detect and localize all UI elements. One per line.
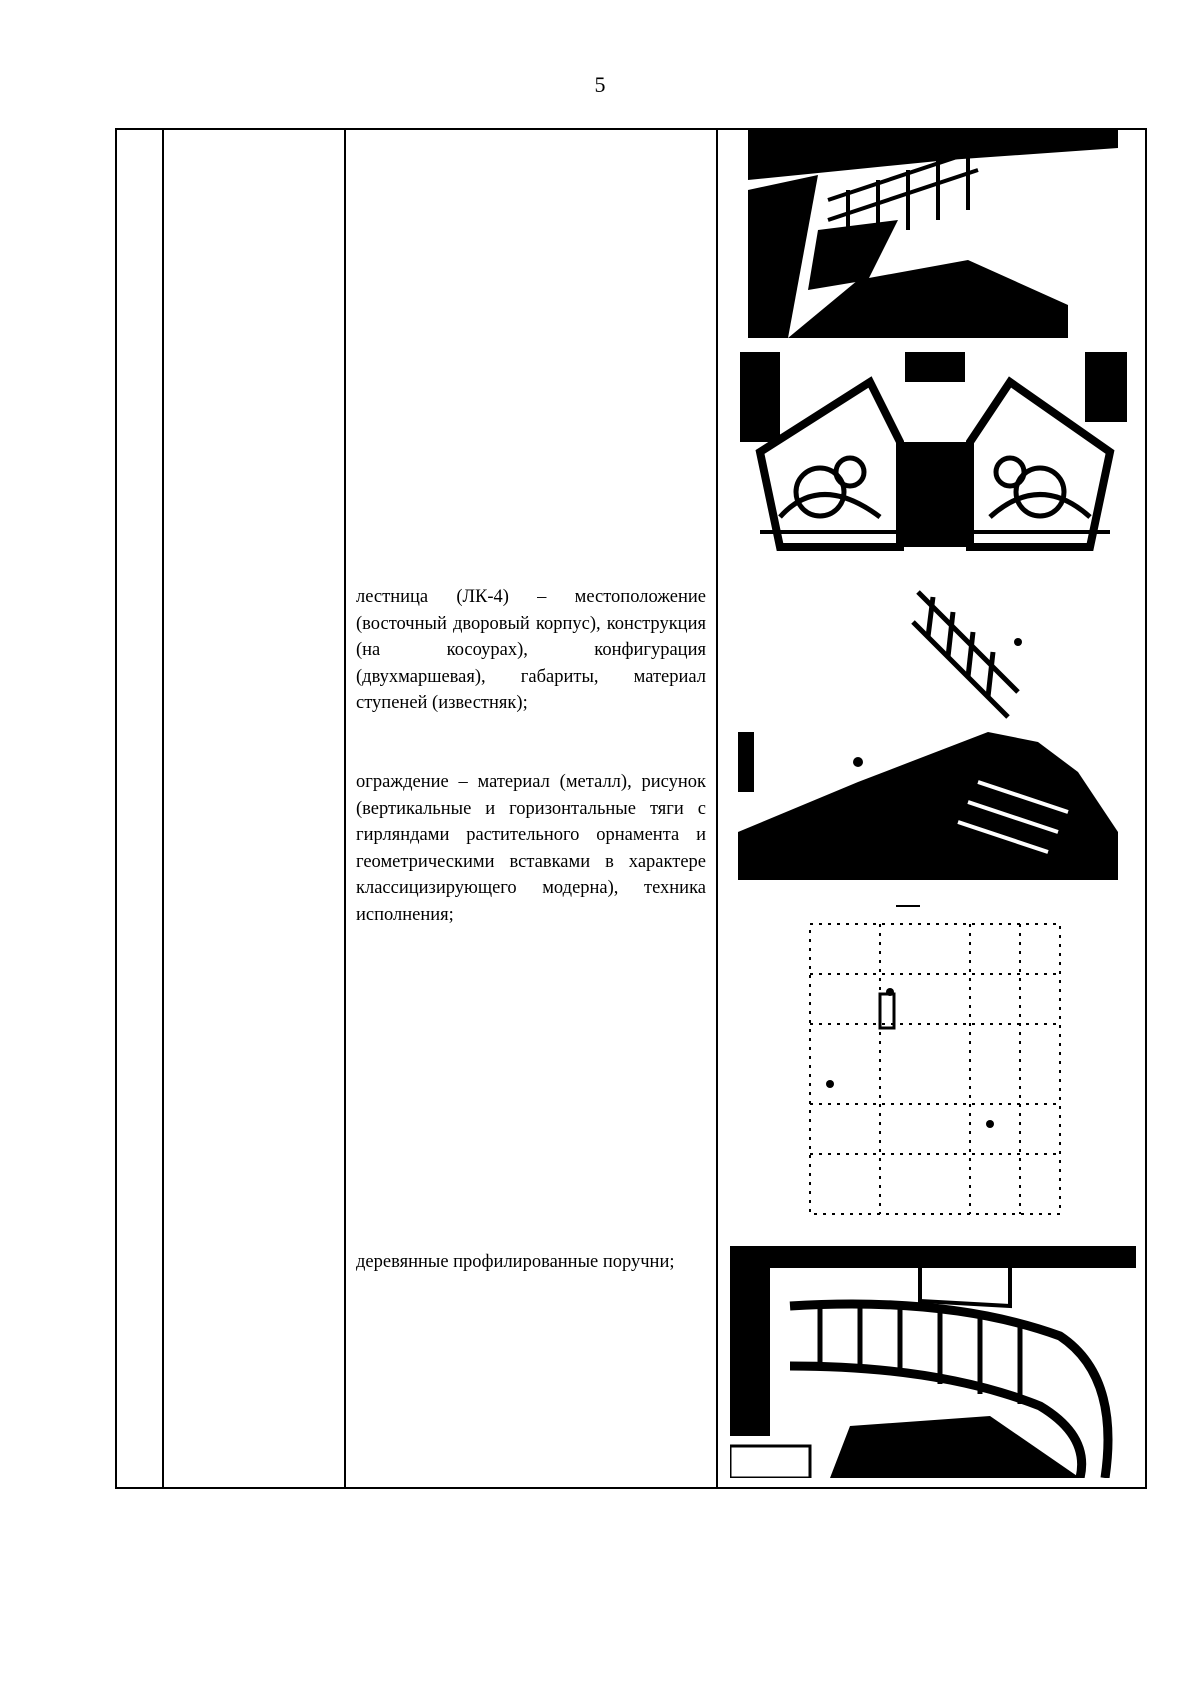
floor-plan-drawing <box>800 904 1070 1220</box>
railing-photo-2 <box>740 352 1127 560</box>
page-number: 5 <box>594 72 606 97</box>
handrail-description <box>356 1249 706 1276</box>
staircase-description-text: лестница (ЛК-4) – местоположение (восточный дворовый корпус), конструкция (на косоурах), конфигурация (двухмаршевая), габариты, материал ступеней (известняк); <box>356 587 706 713</box>
staircase-description <box>356 584 706 717</box>
column-divider-3 <box>716 128 718 1489</box>
handrail-photo-5 <box>730 1246 1136 1478</box>
handrail-description-text: деревянные профилированные поручни; <box>356 1252 675 1272</box>
staircase-photo-1 <box>748 130 1118 338</box>
staircase-photo-3 <box>738 582 1128 880</box>
railing-description-text: ограждение – материал (металл), рисунок (вертикальные и горизонтальные тяги с гирляндами растительного орнамента и геометрическими вставками в характере классицизирующего модерна), техника исполнения; <box>356 772 706 925</box>
railing-description <box>356 769 706 928</box>
column-divider-1 <box>162 128 164 1489</box>
column-divider-2 <box>344 128 346 1489</box>
